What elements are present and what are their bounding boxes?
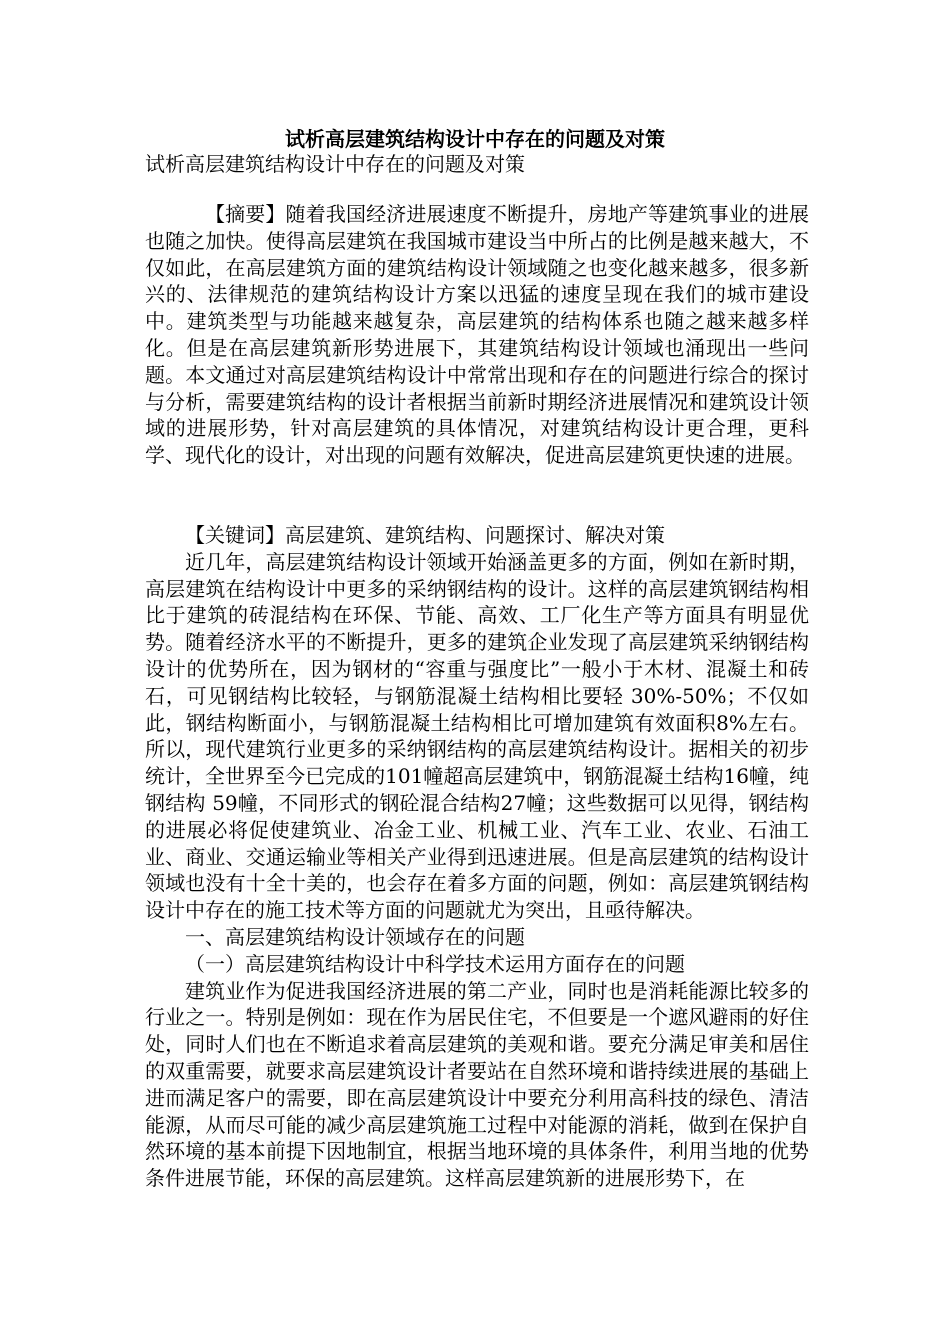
section-heading-1: 一、高层建筑结构设计领域存在的问题 — [185, 924, 525, 949]
document-title: 试析高层建筑结构设计中存在的问题及对策 — [285, 127, 665, 151]
document-subtitle: 试析高层建筑结构设计中存在的问题及对策 — [145, 152, 525, 176]
intro-paragraph: 近几年，高层建筑结构设计领域开始涵盖更多的方面，例如在新时期，高层建筑在结构设计中更多的采纳钢结构的设计。这样的高层建筑钢结构相比于建筑的砖混结构在环保、节能、高效、工厂化生产等方面具有明显优势。随着经济水平的不断提升，更多的建筑企业发现了高层建筑采纳钢结构设计的优势所在，因为钢材的“容重与强度比”一般小于木材、混凝土和砖石，可见钢结构比较轻，与钢筋混凝土结构相比要轻 30%-50%；不仅如此，钢结构断面小，与钢筋混凝土结构相比可增加建筑有效面积8%左右。所以，现代建筑行业更多的采纳钢结构的高层建筑结构设计。据相关的初步统计，全世界至今已完成的101幢超高层建筑中，钢筋混凝土结构16幢，纯钢结构 59幢，不同形式的钢砼混合结构27幢；这些数据可以见得，钢结构的进展必将促使建筑业、冶金工业、机械工业、汽车工业、农业、石油工业、商业、交通运输业等相关产业得到迅速进展。但是高层建筑的结构设计领域也没有十全十美的，也会存在着多方面的问题，例如：高层建筑钢结构设计中存在的施工技术等方面的问题就尤为突出，且亟待解决。 — [145, 549, 809, 923]
subsection-paragraph-1-1: 建筑业作为促进我国经济进展的第二产业，同时也是消耗能源比较多的行业之一。特别是例如：现在作为居民住宅，不但要是一个遮风避雨的好住处，同时人们也在不断追求着高层建筑的美观和谐。要充分满足审美和居住的双重需要，就要求高层建筑设计者要站在自然环境和谐持续进展的基础上进而满足客户的需要，即在高层建筑设计中要充分利用高科技的绿色、清洁能源，从而尽可能的减少高层建筑施工过程中对能源的消耗，做到在保护自然环境的基本前提下因地制宜，根据当地环境的具体条件，利用当地的优势条件进展节能，环保的高层建筑。这样高层建筑新的进展形势下，在 — [145, 978, 809, 1191]
abstract-section — [145, 201, 809, 469]
subsection-heading-1-1: （一）高层建筑结构设计中科学技术运用方面存在的问题 — [185, 951, 685, 976]
keywords-paragraph: 【关键词】高层建筑、建筑结构、问题探讨、解决对策 — [185, 523, 665, 547]
abstract-paragraph: 【摘要】随着我国经济进展速度不断提升，房地产等建筑事业的进展也随之加快。使得高层建筑在我国城市建设当中所占的比例是越来越大，不仅如此，在高层建筑方面的建筑结构设计领域随之也变化越来越多，很多新兴的、法律规范的建筑结构设计方案以迅猛的速度呈现在我们的城市建设中。建筑类型与功能越来越复杂，高层建筑的结构体系也随之越来越多样化。但是在高层建筑新形势进展下，其建筑结构设计领域也涌现出一些问题。本文通过对高层建筑结构设计中常常出现和存在的问题进行综合的探讨与分析，需要建筑结构的设计者根据当前新时期经济进展情况和建筑设计领域的进展形势，针对高层建筑的具体情况，对建筑结构设计更合理，更科学、现代化的设计，对出现的问题有效解决，促进高层建筑更快速的进展。 — [145, 202, 809, 468]
main-body — [145, 522, 809, 1192]
